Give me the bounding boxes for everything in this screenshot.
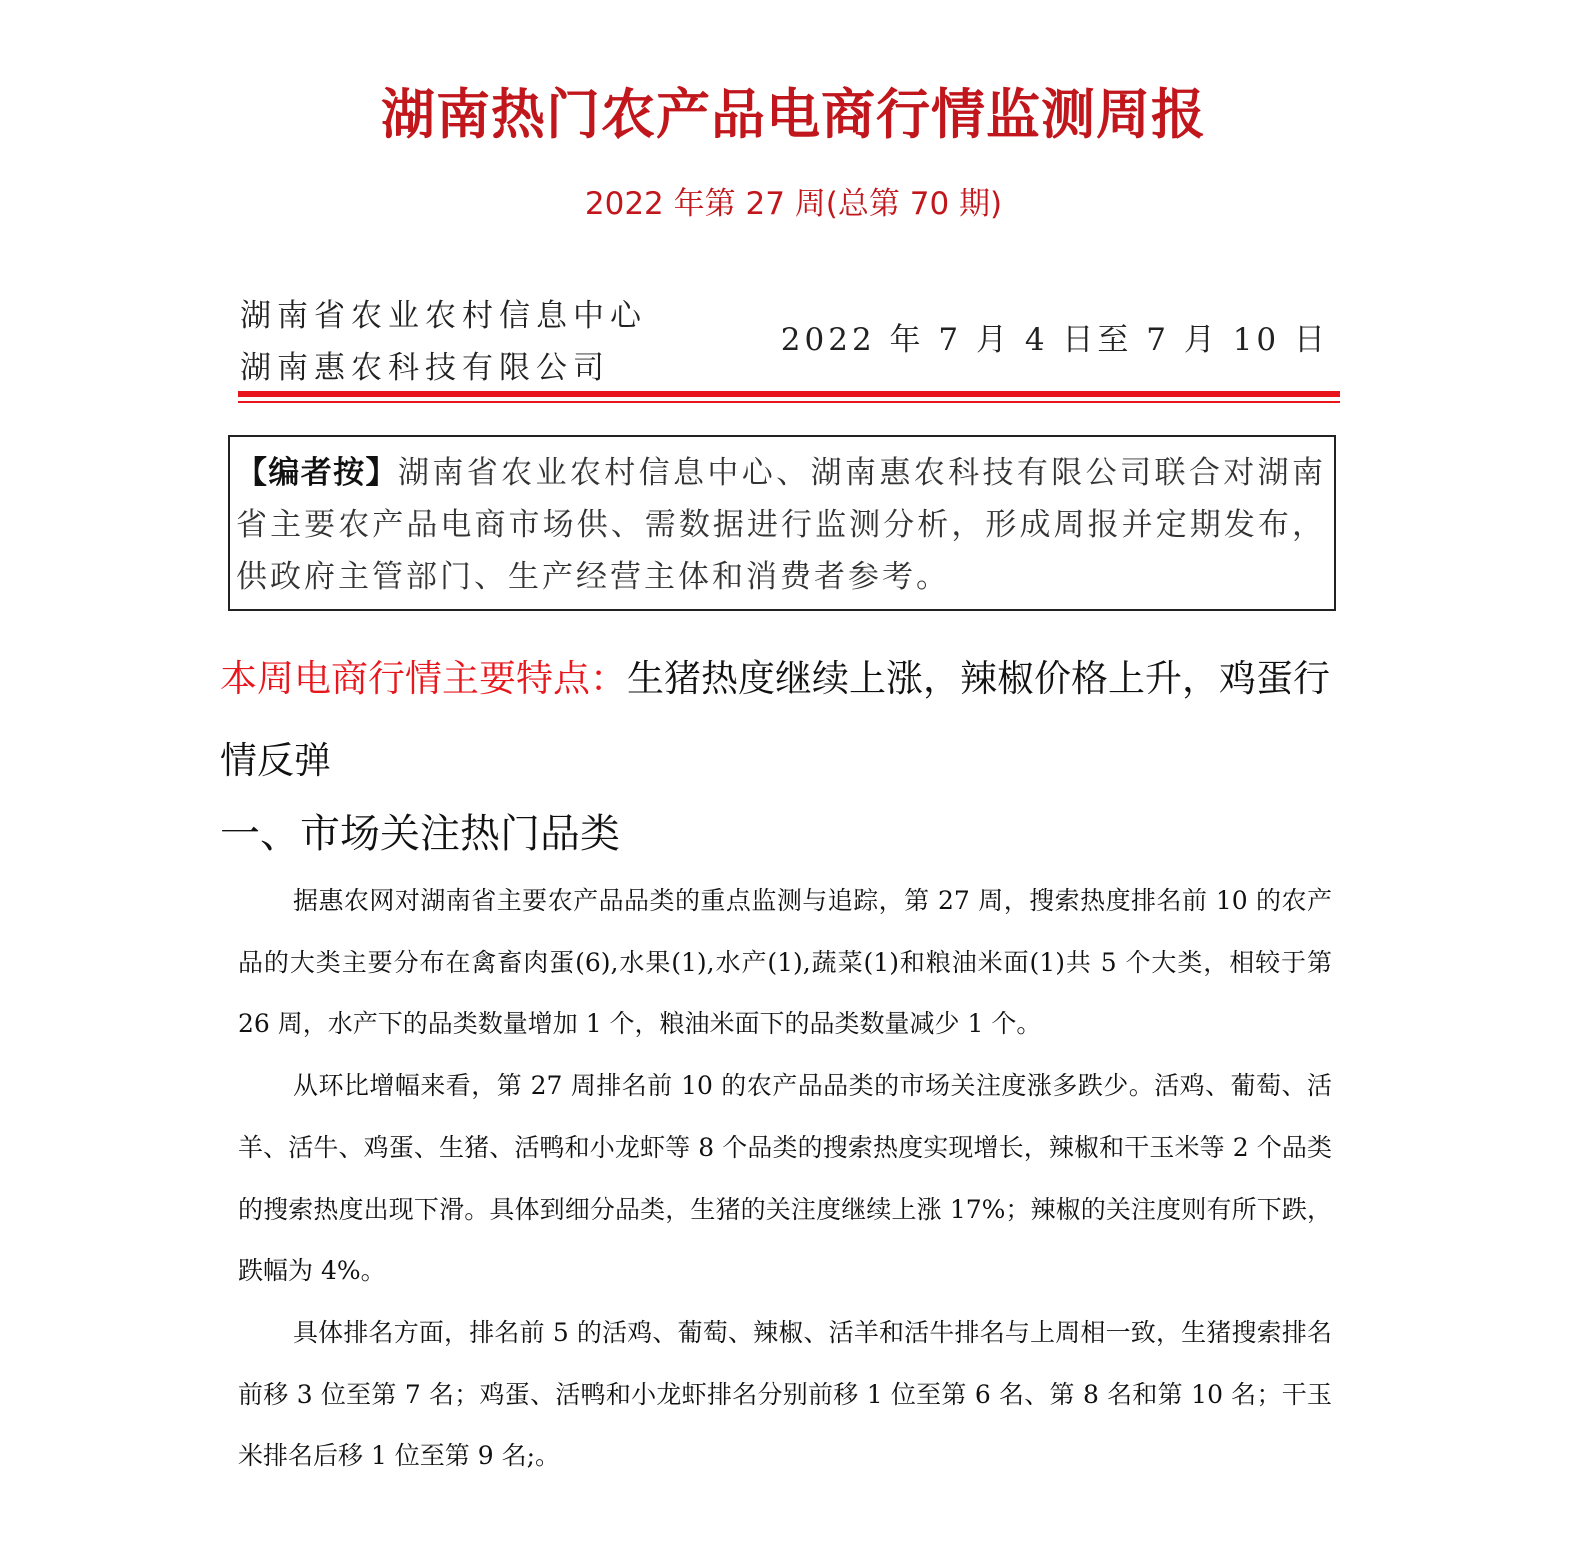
header-divider-thin bbox=[238, 401, 1340, 403]
body-paragraph: 具体排名方面，排名前 5 的活鸡、葡萄、辣椒、活羊和活牛排名与上周相一致，生猪搜索排名前移 3 位至第 7 名；鸡蛋、活鸭和小龙虾排名分别前移 1 位至第 6 名、第 8 名和第 10 名；干玉米排名后移 1 位至第 9 名;。 bbox=[238, 1317, 1332, 1471]
issuer-org-1: 湖南省农业农村信息中心 bbox=[240, 298, 647, 334]
editor-note-text: 湖南省农业农村信息中心、湖南惠农科技有限公司联合对湖南省主要农产品电商市场供、需数据进行监测分析，形成周报并定期发布，供政府主管部门、生产经营主体和消费者参考。 bbox=[236, 455, 1326, 595]
section-body bbox=[238, 870, 1332, 1487]
issuer-org-2: 湖南惠农科技有限公司 bbox=[240, 350, 610, 386]
section-heading: 一、市场关注热门品类 bbox=[220, 811, 620, 857]
body-paragraph: 从环比增幅来看，第 27 周排名前 10 的农产品品类的市场关注度涨多跌少。活鸡、葡萄、活羊、活牛、鸡蛋、生猪、活鸭和小龙虾等 8 个品类的搜索热度实现增长，辣椒和干玉米等 2 个品类的搜索热度出现下滑。具体到细分品类，生猪的关注度继续上涨 17%；辣椒的关注度则有所下跌，跌幅为 4%。 bbox=[238, 1071, 1332, 1286]
report-issue: 2022 年第 27 周(总第 70 期) bbox=[584, 186, 1003, 222]
weekly-highlight bbox=[220, 638, 1365, 802]
header-divider-thick bbox=[238, 391, 1340, 397]
highlight-text: 生猪热度继续上涨，辣椒价格上升，鸡蛋行情反弹 bbox=[220, 657, 1330, 782]
report-title: 湖南热门农产品电商行情监测周报 bbox=[381, 82, 1206, 146]
editor-note-box bbox=[228, 435, 1336, 611]
body-paragraph: 据惠农网对湖南省主要农产品品类的重点监测与追踪，第 27 周，搜索热度排名前 10 的农产品的大类主要分布在禽畜肉蛋(6),水果(1),水产(1),蔬菜(1)和粮油米面(1)共 5 个大类，相较于第 26 周，水产下的品类数量增加 1 个，粮油米面下的品类数量减少 1 个。 bbox=[238, 886, 1332, 1039]
report-date-range: 2022 年 7 月 4 日至 7 月 10 日 bbox=[780, 322, 1329, 358]
highlight-label: 本周电商行情主要特点： bbox=[220, 657, 627, 700]
editor-note-label: 【编者按】 bbox=[236, 455, 398, 491]
